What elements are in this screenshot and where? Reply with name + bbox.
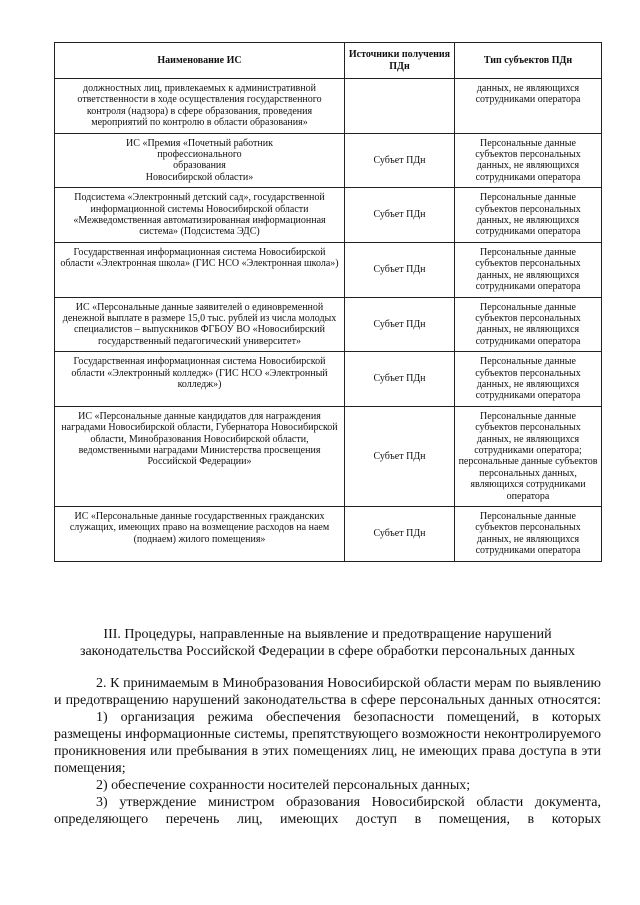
subject-type-cell: Персональные данные субъектов персональных данных, не являющихся сотрудниками оператора bbox=[455, 507, 602, 562]
table-row bbox=[55, 297, 602, 352]
source-cell: Субъет ПДн bbox=[345, 406, 455, 506]
system-name-cell: ИС «Персональные данные кандидатов для награждения наградами Новосибирской области, Губернатора Новосибирской области, Минобразования Новосибирской области, ведомственными наградами Министерства просвещения Российской Федерации» bbox=[55, 406, 345, 506]
information-systems-table bbox=[54, 42, 602, 562]
section-heading: III. Процедуры, направленные на выявление и предотвращение нарушений законодательства Российской Федерации в сфере обработки персональных данных bbox=[79, 627, 576, 659]
table-row bbox=[55, 79, 602, 134]
subject-type-cell: Персональные данные субъектов персональных данных, не являющихся сотрудниками оператора bbox=[455, 297, 602, 352]
table-row bbox=[55, 406, 602, 506]
table-row bbox=[55, 188, 602, 243]
header-source: Источники получения ПДн bbox=[345, 43, 455, 79]
source-cell: Субъет ПДн bbox=[345, 242, 455, 297]
paragraph-item-1: 1) организация режима обеспечения безопасности помещений, в которых размещены информационные системы, препятствующего возможности неконтролируемого проникновения или пребывания в этих помещениях лиц, не имеющих права доступа в эти помещения; bbox=[54, 710, 601, 776]
system-name-cell: ИС «Персональные данные заявителей о единовременной денежной выплате в размере 15,0 тыс. рублей из числа молодых специалистов – выпускников ФГБОУ ВО «Новосибирский государственный педагогический университет» bbox=[55, 297, 345, 352]
source-cell: Субъет ПДн bbox=[345, 133, 455, 188]
system-name-cell: Подсистема «Электронный детский сад», государственной информационной системы Новосибирской области «Межведомственная автоматизированная информационная система» (Подсистема ЭДС) bbox=[55, 188, 345, 243]
table-row bbox=[55, 352, 602, 407]
source-cell: Субъет ПДн bbox=[345, 507, 455, 562]
subject-type-cell: Персональные данные субъектов персональных данных, не являющихся сотрудниками оператора bbox=[455, 188, 602, 243]
source-cell: Субъет ПДн bbox=[345, 188, 455, 243]
header-subject-type: Тип субъектов ПДн bbox=[455, 43, 602, 79]
source-cell bbox=[345, 79, 455, 134]
paragraph-item-2: 2) обеспечение сохранности носителей персональных данных; bbox=[96, 778, 471, 793]
section-three bbox=[54, 626, 601, 828]
table-row bbox=[55, 507, 602, 562]
system-name-cell: ИС «Персональные данные государственных гражданских служащих, имеющих право на возмещение расходов на наем (поднаем) жилого помещения» bbox=[55, 507, 345, 562]
paragraph-measures-intro: 2. К принимаемым в Минобразования Новосибирской области мерам по выявлению и предотвращению нарушений законодательства в сфере персональных данных относятся: bbox=[54, 676, 601, 708]
header-system-name: Наименование ИС bbox=[55, 43, 345, 79]
subject-type-cell: Персональные данные субъектов персональных данных, не являющихся сотрудниками оператора bbox=[455, 352, 602, 407]
paragraph-item-3: 3) утверждение министром образования Новосибирской области документа, определяющего перечень лиц, имеющих доступ в помещения, в которых bbox=[54, 795, 601, 827]
subject-type-cell: Персональные данные субъектов персональных данных, не являющихся сотрудниками оператора bbox=[455, 242, 602, 297]
system-name-cell: Государственная информационная система Новосибирской области «Электронная школа» (ГИС НСО «Электронная школа») bbox=[55, 242, 345, 297]
subject-type-cell: данных, не являющихся сотрудниками оператора bbox=[455, 79, 602, 134]
system-name-cell: должностных лиц, привлекаемых к административной ответственности в ходе осуществления государственного контроля (надзора) в сфере образования, проведения мероприятий по контролю в области образования» bbox=[55, 79, 345, 134]
table-header-row bbox=[55, 43, 602, 79]
table-row bbox=[55, 133, 602, 188]
source-cell: Субъет ПДн bbox=[345, 352, 455, 407]
subject-type-cell: Персональные данные субъектов персональных данных, не являющихся сотрудниками оператора bbox=[455, 133, 602, 188]
subject-type-cell: Персональные данные субъектов персональных данных, не являющихся сотрудниками оператора; персональные данные субъектов персональных данных, являющихся сотрудниками оператора bbox=[455, 406, 602, 506]
source-cell: Субъет ПДн bbox=[345, 297, 455, 352]
system-name-cell: ИС «Премия «Почетный работник профессионального образования Новосибирской области» bbox=[55, 133, 345, 188]
system-name-cell: Государственная информационная система Новосибирской области «Электронный колледж» (ГИС НСО «Электронный колледж») bbox=[55, 352, 345, 407]
table-row bbox=[55, 242, 602, 297]
